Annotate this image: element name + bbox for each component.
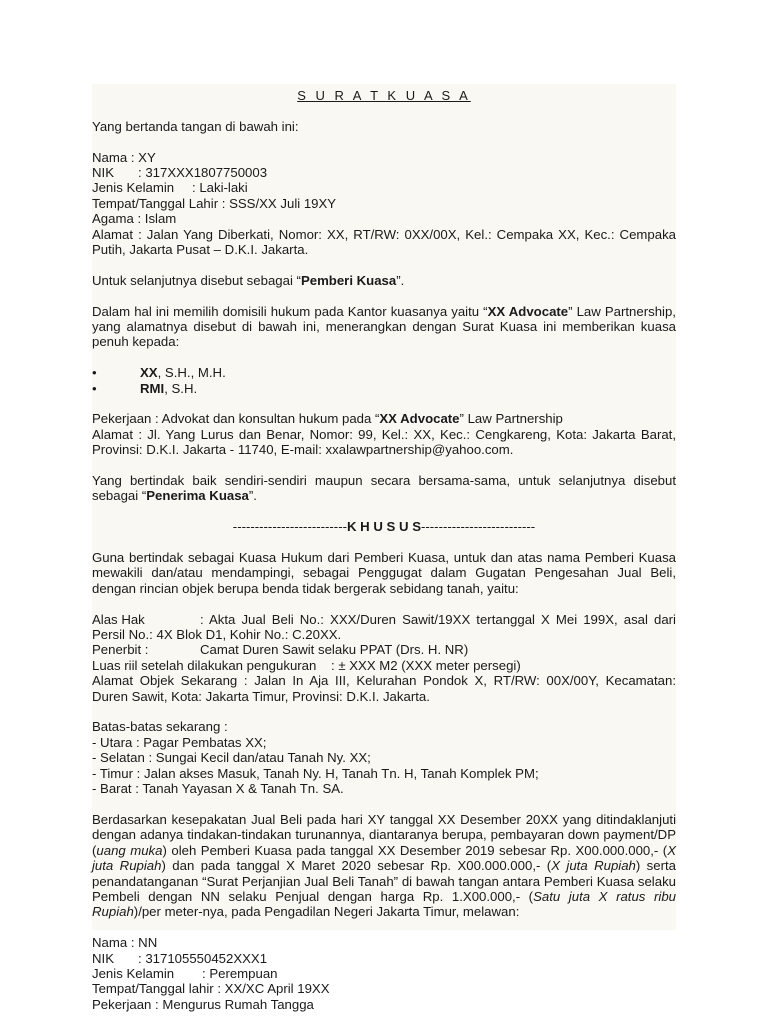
object-area: Luas riil setelah dilakukan pengukuran : ± XXX M2 (XXX meter persegi) xyxy=(92,657,521,673)
grantor-identity xyxy=(92,150,676,258)
defendant-occupation: Pekerjaan : Mengurus Rumah Tangga xyxy=(92,996,314,1012)
domicile-paragraph: Dalam hal ini memilih domisili hukum pada Kantor kuasanya yaitu “XX Advocate” Law Partnership, yang alamatnya disebut di bawah ini, menerangkan dengan Surat Kuasa ini memberikan kuasa penuh kepada: xyxy=(92,303,676,350)
document-content xyxy=(92,84,676,1012)
defendant-birth: Tempat/Tanggal lahir : XX/XC April 19XX xyxy=(92,981,330,997)
defendant-nik: NIK : 317105550452XXX1 xyxy=(92,950,268,966)
attorney-item: • XX, S.H., M.H. xyxy=(92,365,226,381)
boundaries xyxy=(92,719,676,796)
boundaries-heading: Batas-batas sekarang : xyxy=(92,719,228,735)
grantor-birth: Tempat/Tanggal Lahir : SSS/XX Juli 19XY xyxy=(92,195,337,211)
grantor-nik: NIK : 317XXX1807750003 xyxy=(92,165,268,180)
grantor-address: Alamat : Jalan Yang Diberkati, Nomor: XX, RT/RW: 0XX/00X, Kel.: Cempaka XX, Kec.: Cempaka Putih, Jakarta Pusat – D.K.I. Jakarta. xyxy=(92,226,676,258)
boundary-item: - Utara : Pagar Pembatas XX; xyxy=(92,734,267,750)
grantor-name: Nama : XY xyxy=(92,149,156,165)
object-details xyxy=(92,612,676,704)
grantor-definition: Untuk selanjutnya disebut sebagai “Pemberi Kuasa”. xyxy=(92,272,405,288)
firm-address: Alamat : Jl. Yang Lurus dan Benar, Nomor: 99, Kel.: XX, Kec.: Cengkareng, Kota: Jakarta Barat, Provinsi: D.K.I. Jakarta - 11740, E-mail: xxalawpartnership@yahoo.com. xyxy=(92,426,676,458)
attorney-item: • RMI, S.H. xyxy=(92,380,198,396)
defendant-gender: Jenis Kelamin : Perempuan xyxy=(92,965,278,981)
defendant-identity xyxy=(92,935,676,1012)
defendant-name: Nama : NN xyxy=(92,935,158,951)
boundary-item: - Selatan : Sungai Kecil dan/atau Tanah Ny. XX; xyxy=(92,750,371,766)
intro-text: Yang bertanda tangan di bawah ini: xyxy=(92,118,299,134)
document-title: S U R A T K U A S A xyxy=(297,88,471,103)
document-page xyxy=(92,84,677,1012)
recipient-definition: Yang bertindak baik sendiri-sendiri maupun secara bersama-sama, untuk selanjutnya disebut sebagai “Penerima Kuasa”. xyxy=(92,473,676,504)
boundary-item: - Timur : Jalan akses Masuk, Tanah Ny. H, Tanah Tn. H, Tanah Komplek PM; xyxy=(92,765,539,781)
khusus-heading: --------------------------K H U S U S-------------------------- xyxy=(232,519,536,535)
purpose-paragraph: Guna bertindak sebagai Kuasa Hukum dari Pemberi Kuasa, untuk dan atas nama Pemberi Kuasa mewakili dan/atau mendampingi, sebagai Penggugat dalam Gugatan Pengesahan Jual Beli, dengan rincian objek berupa benda tidak bergerak sebidang tanah, yaitu: xyxy=(92,550,676,596)
object-basis: Alas Hak : Akta Jual Beli No.: XXX/Duren Sawit/19XX tertanggal X Mei 199X, asal dari Persil No.: 4X Blok D1, Kohir No.: C.20XX. xyxy=(92,611,676,643)
object-address: Alamat Objek Sekarang : Jalan In Aja III, Kelurahan Pondok X, RT/RW: 00X/00Y, Kecamatan: Duren Sawit, Kota: Jakarta Timur, Provinsi: D.K.I. Jakarta. xyxy=(92,673,676,704)
grantor-religion: Agama : Islam xyxy=(92,211,177,227)
attorney-occupation: Pekerjaan : Advokat dan konsultan hukum pada “XX Advocate” Law Partnership xyxy=(92,411,563,427)
boundary-item: - Barat : Tanah Yayasan X & Tanah Tn. SA. xyxy=(92,781,344,797)
agreement-paragraph: Berdasarkan kesepakatan Jual Beli pada hari XY tanggal XX Desember 20XX yang ditindaklanjuti dengan adanya tindakan-tindakan turunannya, diantaranya berupa, pembayaran down payment/DP (uang muka) oleh Pemberi Kuasa pada tanggal XX Desember 2019 sebesar Rp. X00.000.000,- (X juta Rupiah) dan pada tanggal X Maret 2020 sebesar Rp. X00.000.000,- (X juta Rupiah) serta penandatanganan “Surat Perjanjian Jual Beli Tanah” di bawah tangan antara Pemberi Kuasa selaku Pembeli dengan NN selaku Penjual dengan harga Rp. 1.X00.000,- (Satu juta X ratus ribu Rupiah)/per meter-nya, pada Pengadilan Negeri Jakarta Timur, melawan: xyxy=(92,811,677,920)
object-issuer: Penerbit : Camat Duren Sawit selaku PPAT (Drs. H. NR) xyxy=(92,642,469,658)
grantor-gender: Jenis Kelamin : Laki-laki xyxy=(92,180,248,196)
